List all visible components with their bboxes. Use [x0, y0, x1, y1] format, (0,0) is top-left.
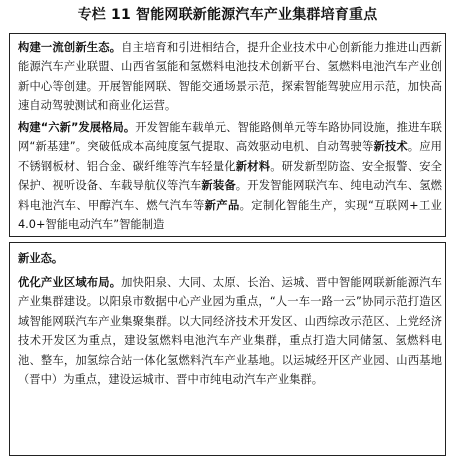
paragraph-lead: 优化产业区域布局。 [18, 276, 122, 289]
paragraph-text: 开发智能车载单元、智能路侧单元等车路协同设施，推进车联网“新基建”。突破低成本高纯度氢气提取、高效驱动电机、自动驾驶等 [18, 121, 442, 154]
paragraph-regional-layout [18, 273, 442, 389]
paragraph-lead: 构建“六新”发展格局。 [18, 121, 136, 134]
paragraph-six-new-pattern [18, 118, 442, 234]
paragraph-text: 。定制化智能生产，实现“互联网+工业 4.0+智能电动汽车”智能制造 [18, 198, 442, 232]
column-title: 专栏 11 智能网联新能源汽车产业集群培育重点 [77, 7, 378, 23]
keyword-new-equipment: 新装备 [201, 179, 236, 193]
section-box-innovation [9, 33, 446, 237]
keyword-new-products: 新产品 [204, 198, 240, 212]
paragraph-text: 。研发新型防盗、安全报警、安全保护、视听设备、车载导航仪等汽车 [18, 159, 442, 193]
section-heading-new-business: 新业态。 [18, 252, 64, 265]
section-box-layout [9, 242, 446, 456]
paragraph-text: 。应用不锈钢板材、铝合金、碳纤维等汽车轻量化 [18, 140, 442, 173]
keyword-new-materials: 新材料 [235, 159, 271, 173]
paragraph-text: 。开发智能网联汽车、纯电动汽车、氢燃料电池汽车、甲醇汽车、燃气汽车等 [18, 179, 442, 212]
keyword-new-technology: 新技术 [373, 140, 408, 154]
paragraph-innovation-ecosystem [18, 38, 442, 116]
paragraph-text: 加快阳泉、大同、太原、长治、运城、晋中智能网联新能源汽车产业集群建设。以阳泉市数据中心产业园为重点，“人一车一路一云”协同示范打造区域智能网联汽车产业集聚集群。以大同经济技术开发区、山西综改示范区、上党经济技术开发区为重点，建设氢燃料电池汽车产业集群，重点打造大同储氢、氢燃料电池、整车，加氢综合站一体化氢燃料汽车产业基地。以运城经开区产业园、山西基地（晋中）为重点，建设运城市、晋中市纯电动汽车产业集群。 [18, 276, 442, 387]
paragraph-text: 自主培育和引进相结合，提升企业技术中心创新能力推进山西新能源汽车产业联盟、山西省氢能和氢燃料电池技术创新平台、氢燃料电池汽车产业创新中心等创建。开展智能网联、智能交通场景示范，探索智能驾驶应用示范，加快高速自动驾驶测试和商业化运营。 [18, 41, 442, 113]
paragraph-lead: 构建一流创新生态。 [18, 41, 122, 54]
